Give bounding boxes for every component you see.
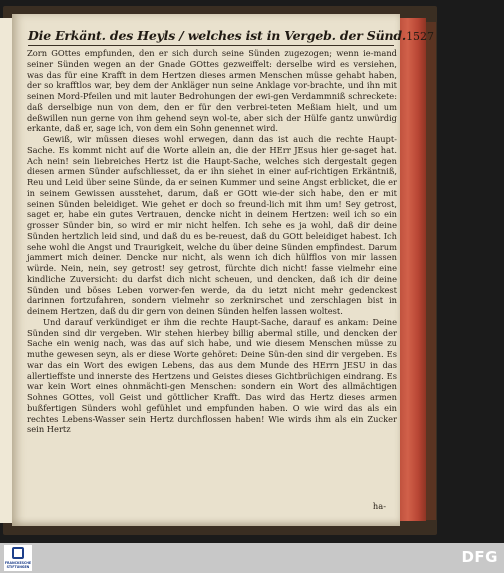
red-fore-edge — [400, 18, 426, 521]
catchword: ha- — [372, 501, 386, 511]
paragraph-2: Gewiß, wir müssen dieses wohl erwegen, dann das ist auch die rechte Haupt-Sache. Es kommt nicht auf die Worte allein an, die der HErr JEsus hier ge-saget hat. Ach nein! sein liebreiches Hertz ist die Haupt-Sache, welches sich dergestalt gegen diesen armen Sünder aufschliesset, da er ihn siehet in einer auf-richtigen Erkäntniß, Reu und Leid über seine Sünde, da er seinen Kummer und seine Angst erblicket, die er in seinem Gewissen ausstehet, darum, daß er GOtt wie-der sich habe, den er mit seinen Sünden beleidiget. Wie gehet er doch so freund-lich mit ihm um! Sey getrost, saget er, habe ein gutes Vertrauen, dencke nicht in deinem Hertzen: weil ich so ein grosser Sünder bin, so wird er mir nicht helfen. Ich sehe es ja wohl, daß dir deine Sünden hertzlich leid sind, und daß du es be-reuest, daß du GOtt beleidiget habest. Ich sehe wohl die Angst und Traurigkeit, welche du über deine Sünden empfindest. Darum jammert mich deiner. Dencke nur nicht, als wenn ich dich hülfflos von mir lassen würde. Nein, nein, sey getrost! sey getrost, fürchte dich nicht! fasse vielmehr eine kindliche Zuversicht: du darfst dich nicht scheuen, und dencken, daß ich dir deine Sünden und böses Leben vorwer-fen werde, da du ietzt nicht mehr gedenckest darinnen fortzufahren, sondern vielmehr so zerknirschet und zerschlagen bist in deinem Hertzen, daß du dir gern von deinen Sünden helfen lassen woltest. — [27, 134, 397, 316]
logo-symbol-icon — [12, 547, 24, 559]
running-head — [28, 17, 435, 46]
logo-caption: FRANCKESCHE STIFTUNGEN — [4, 561, 32, 569]
paragraph-3: Und darauf verkündiget er ihm die rechte Haupt-Sache, darauf es ankam: Deine Sünden sind dir vergeben. Wir stehen hierbey billig abermal stille, und dencken der Sache ein wenig nach, was das auf sich habe, und wie diesem Menschen müsse zu muthe gewesen seyn, als er diese Worte gehöret: Deine Sün-den sind dir vergeben. Es war das ein Wort des ewigen Lebens, das aus dem Munde des HErrn JESU in das allertieffste und innerste des Hertzens und Geistes dieses Gichtbrüchigen eindrang. Es war kein Wort eines ohnmächti-gen Menschen: sondern ein Wort des allmächtigen Sohnes GOttes, voll Geist und göttlicher Krafft. Das wird das Hertz dieses armen bußfertigen Sünders wohl gefühlet und empfunden haben. O wie wird das als ein rechtes Lebens-Wasser sein Hertz durchflossen haben! Wie wirds ihm als ein Zucker sein Hertz — [27, 316, 397, 435]
body-text — [27, 48, 397, 435]
running-head-title: Die Erkänt. des Heyls / welches ist in Vergeb. der Sünd. — [28, 28, 407, 43]
institution-logo[interactable] — [4, 545, 32, 571]
fore-edge-shadow — [426, 22, 436, 520]
viewer-footer-bar — [0, 543, 504, 573]
dfg-badge[interactable]: DFG — [461, 548, 498, 566]
page-number: 1527 — [406, 30, 435, 43]
paragraph-1: Zorn GOttes empfunden, den er sich durch seine Sünden zugezogen; wenn ie-mand seiner Sünden wegen an der Gnade GOttes gezweiffelt: derselbe wird es versiehen, was das für eine Krafft in dem Hertzen dieses armen Menschen müsse gehabt haben, der so krafftlos war, bey dem der Ankläger nun seine Anklage vor-brachte, und ihn mit seinen Mord-Pfeilen und mit lauter Bedrohungen der ewi-gen Verdammniß schreckete: daß derselbige nun von dem, den er für den verbrei-teten Meßiam hielt, und um deßwillen nun gerne von ihm gehend seyn wol-te, aber sich der Hülfe gantz unwürdig erkante, daß er, sage ich, von dem ein Sohn genennet wird. — [27, 48, 397, 134]
book-page — [12, 14, 435, 526]
